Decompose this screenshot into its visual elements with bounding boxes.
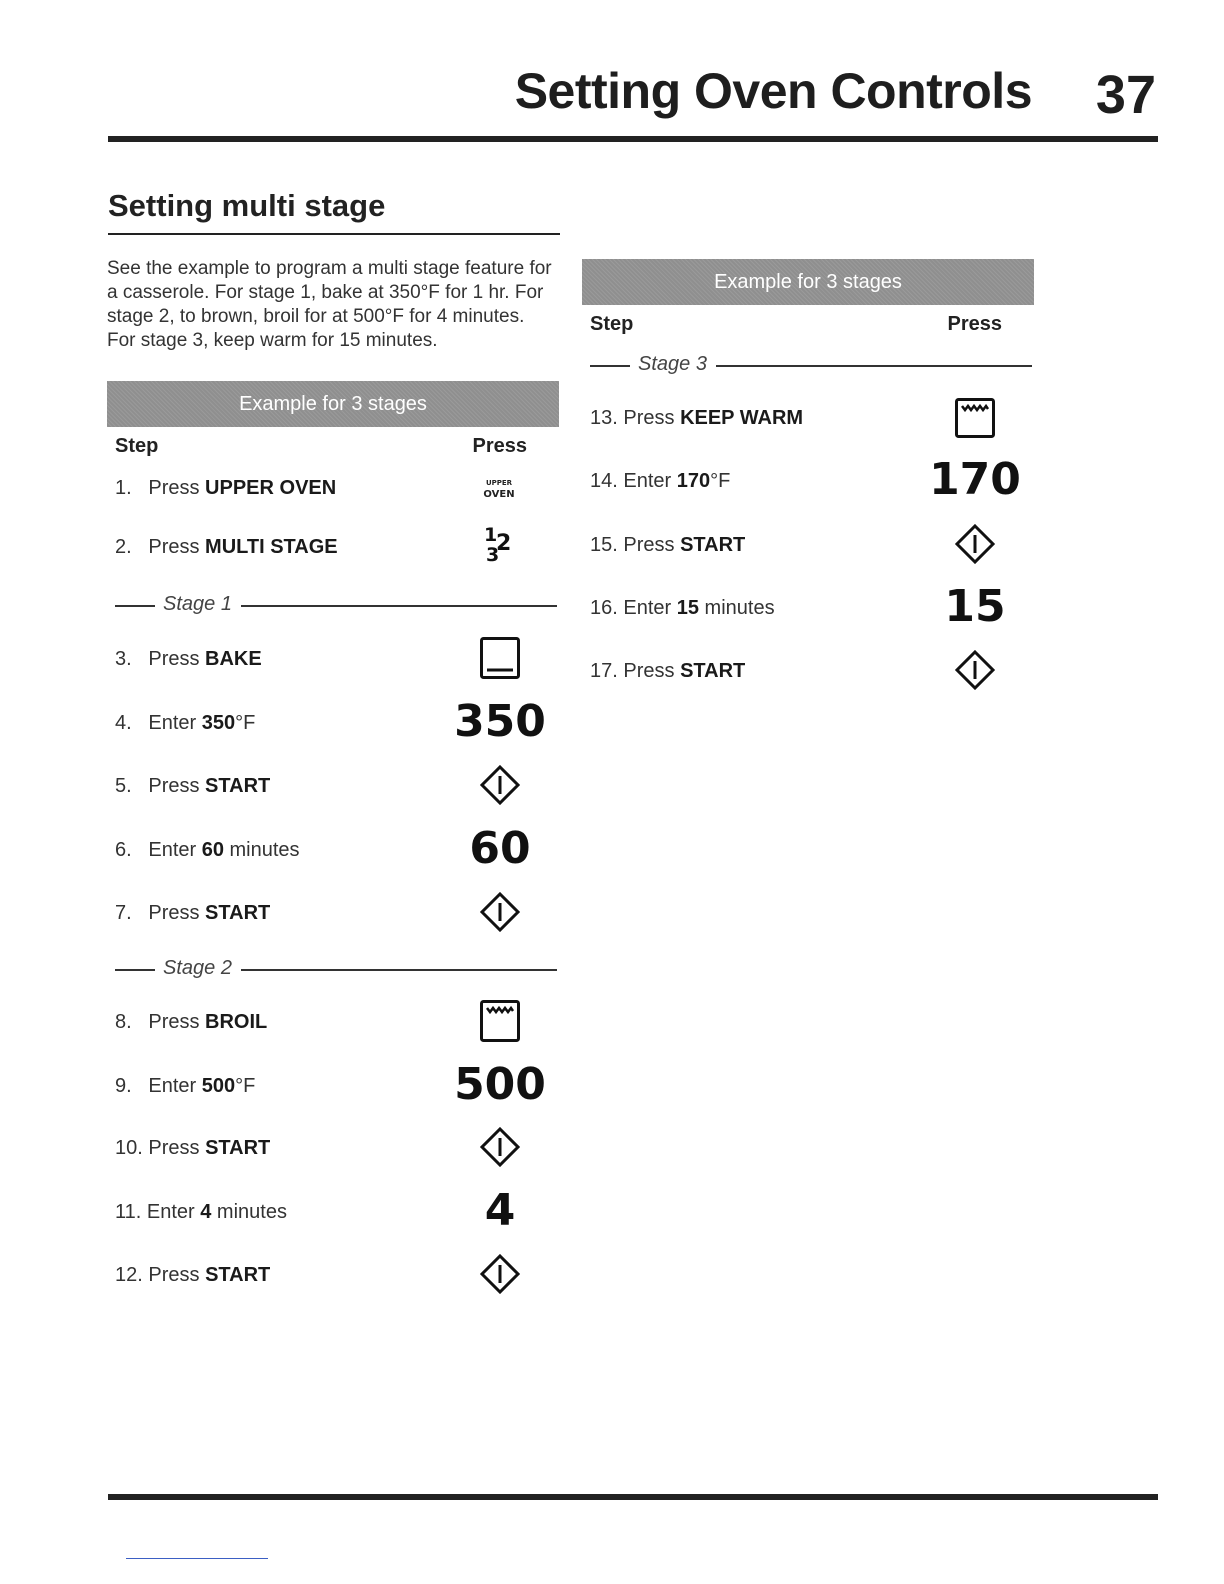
- footer-rule: [108, 1494, 1158, 1500]
- start-key-icon: [480, 1127, 520, 1167]
- section-rule: [108, 233, 560, 235]
- step-text: 17. Press START: [590, 660, 746, 682]
- step-text: 3. Press BAKE: [115, 648, 262, 670]
- stage-1-divider: [115, 593, 557, 617]
- page-title: Setting Oven Controls: [514, 63, 1032, 119]
- footer-link-underline: [126, 1558, 268, 1559]
- column-press: Press: [947, 313, 1002, 335]
- step-text: 6. Enter 60 minutes: [115, 839, 300, 861]
- stage-1-label: Stage 1: [163, 593, 232, 615]
- stage-2-divider: [115, 957, 557, 981]
- header-rule: [108, 136, 1158, 142]
- stage-2-label: Stage 2: [163, 957, 232, 979]
- step-text: 12. Press START: [115, 1264, 271, 1286]
- start-key-icon: [480, 1254, 520, 1294]
- step-text: 11. Enter 4 minutes: [115, 1201, 287, 1223]
- table-banner: Example for 3 stages: [107, 381, 559, 427]
- step-text: 16. Enter 15 minutes: [590, 597, 775, 619]
- example-table-left: [107, 381, 559, 1311]
- column-step: Step: [115, 435, 159, 457]
- intro-paragraph: See the example to program a multi stage feature for a casserole. For stage 1, bake at 350°F for 1 hr. For stage 2, to brown, broil for at 500°F for 4 minutes. For stage 3, keep warm for 15 minutes.: [107, 258, 552, 351]
- column-press: Press: [472, 435, 527, 457]
- broil-key-icon: [479, 999, 521, 1043]
- step-text: 8. Press BROIL: [115, 1011, 268, 1033]
- page-header: [108, 58, 1158, 142]
- upper-oven-key-icon: UPPER OVEN: [483, 479, 515, 500]
- column-step: Step: [590, 313, 634, 335]
- table-header: [107, 427, 559, 467]
- start-key-icon: [480, 765, 520, 805]
- step-text: 1. Press UPPER OVEN: [115, 477, 337, 499]
- display-4: 4: [484, 1185, 516, 1236]
- display-15: 15: [944, 581, 1006, 632]
- step-text: 10. Press START: [115, 1137, 271, 1159]
- display-350: 350: [454, 696, 546, 747]
- page-number: 37: [1095, 65, 1156, 125]
- step-text: 4. Enter 350°F: [115, 712, 256, 734]
- display-170: 170: [929, 454, 1021, 505]
- start-key-icon: [480, 892, 520, 932]
- start-key-icon: [955, 524, 995, 564]
- table-banner: Example for 3 stages: [582, 259, 1034, 305]
- section-title: Setting multi stage: [108, 188, 386, 223]
- step-text: 2. Press MULTI STAGE: [115, 536, 338, 558]
- step-text: 15. Press START: [590, 534, 746, 556]
- keep-warm-key-icon: [954, 397, 996, 439]
- step-text: 13. Press KEEP WARM: [590, 407, 804, 429]
- example-table-right: [582, 259, 1034, 699]
- stage-3-divider: [590, 353, 1032, 377]
- display-60: 60: [469, 823, 531, 874]
- step-text: 9. Enter 500°F: [115, 1075, 256, 1097]
- step-text: 7. Press START: [115, 902, 271, 924]
- step-text: 5. Press START: [115, 775, 271, 797]
- start-key-icon: [955, 650, 995, 690]
- stage-3-label: Stage 3: [638, 353, 707, 375]
- multi-stage-key-icon: 1 2 3: [484, 524, 512, 566]
- table-header: [582, 305, 1034, 345]
- step-text: 14. Enter 170°F: [590, 470, 731, 492]
- display-500: 500: [454, 1059, 546, 1110]
- bake-key-icon: [479, 636, 521, 680]
